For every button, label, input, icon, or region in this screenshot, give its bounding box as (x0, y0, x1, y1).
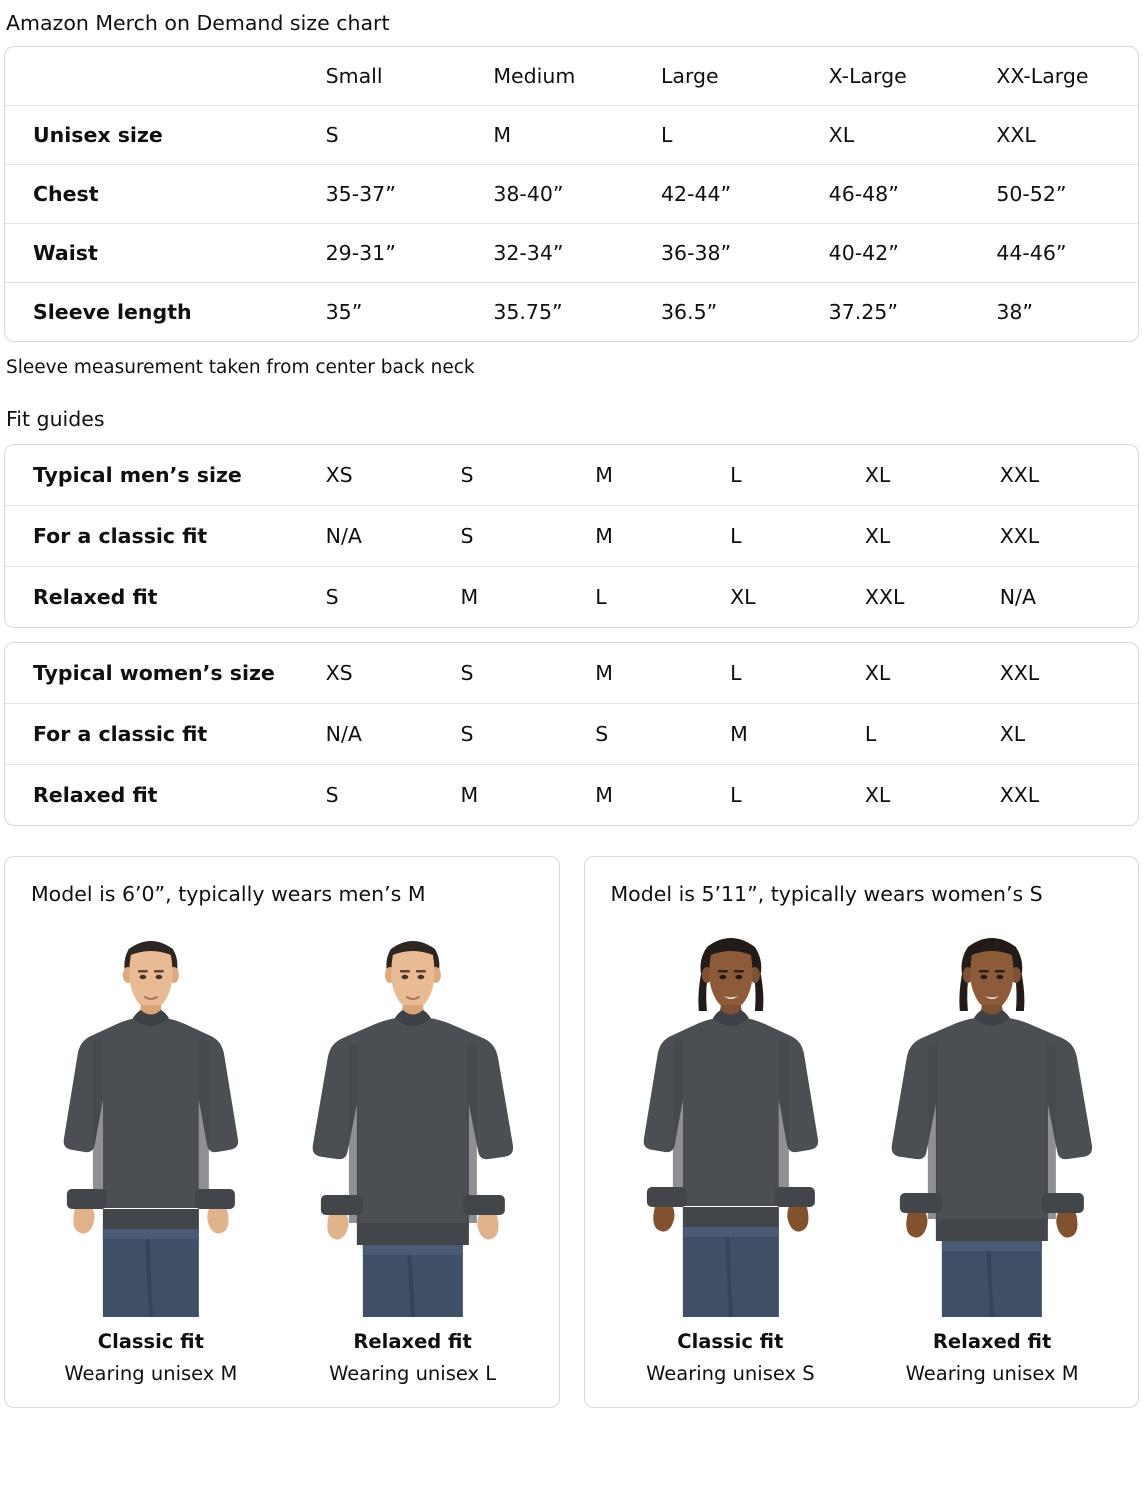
wearing-label: Wearing unisex M (905, 1362, 1079, 1385)
cell: S (325, 123, 339, 147)
size-chart-card (4, 46, 1139, 342)
man-classic-fit-photo (25, 917, 277, 1317)
cell: L (730, 765, 865, 826)
cell: S (460, 704, 595, 765)
table-row (5, 165, 1138, 224)
column-header-medium: Medium (493, 47, 661, 106)
cell: 35-37” (326, 165, 494, 224)
cell: 42-44” (661, 165, 829, 224)
mens-model-card (4, 856, 560, 1408)
fit-guides-label: Fit guides (6, 407, 105, 431)
cell: M (595, 463, 613, 487)
table-row (5, 567, 1138, 628)
cell: XL (828, 123, 855, 147)
table-row (5, 704, 1138, 765)
row-label-typical-womens-size: Typical women’s size (33, 661, 275, 685)
column-header-xlarge: X-Large (829, 47, 997, 106)
row-label-unisex-size: Unisex size (33, 123, 163, 147)
cell: S (326, 567, 461, 628)
cell: XXL (999, 661, 1040, 685)
cell: S (326, 765, 461, 826)
cell: S (460, 506, 595, 567)
cell: XL (865, 506, 1000, 567)
column-header-xxlarge: XX-Large (996, 47, 1138, 106)
man-relaxed-fit-photo (287, 917, 539, 1317)
table-row (5, 106, 1138, 165)
table-row (5, 506, 1138, 567)
row-label-chest: Chest (5, 165, 326, 224)
cell: XL (1000, 704, 1138, 765)
mens-fit-guide-body (5, 445, 1138, 627)
mens-model-pair (25, 917, 539, 1387)
cell: S (460, 463, 474, 487)
cell: XL (864, 463, 891, 487)
cell: XXL (1000, 506, 1138, 567)
cell: N/A (1000, 567, 1138, 628)
model-figure-relaxed (287, 917, 539, 1387)
spacer (4, 628, 1139, 642)
womens-model-caption: Model is 5’11”, typically wears women’s S (610, 882, 1043, 906)
model-figure-classic (25, 917, 277, 1387)
table-row (5, 445, 1138, 506)
cell: 38-40” (493, 165, 661, 224)
size-chart-header (5, 47, 1138, 106)
table-header-row (5, 47, 1138, 106)
table-row (5, 283, 1138, 342)
fit-label: Relaxed fit (932, 1330, 1052, 1353)
model-figure-relaxed (866, 917, 1118, 1387)
column-header-small: Small (326, 47, 494, 106)
row-label-typical-mens-size: Typical men’s size (33, 463, 242, 487)
cell: S (460, 661, 474, 685)
cell: L (730, 661, 742, 685)
cell: M (460, 567, 595, 628)
womens-model-pair (605, 917, 1119, 1387)
cell: L (730, 506, 865, 567)
womens-fit-guide-body (5, 643, 1138, 825)
row-label-mens-relaxed-fit: Relaxed fit (5, 567, 326, 628)
mens-fit-guide-table (5, 445, 1138, 627)
cell: 36-38” (661, 224, 829, 283)
fit-label: Classic fit (97, 1330, 204, 1353)
cell: N/A (326, 506, 461, 567)
model-photos-row (4, 856, 1139, 1408)
cell: 38” (996, 283, 1138, 342)
cell: 29-31” (326, 224, 494, 283)
fit-label: Classic fit (677, 1330, 784, 1353)
cell: 40-42” (829, 224, 997, 283)
cell: M (460, 765, 595, 826)
cell: 37.25” (829, 283, 997, 342)
wearing-label: Wearing unisex S (646, 1362, 815, 1385)
cell: XL (864, 661, 891, 685)
cell: XXL (999, 463, 1040, 487)
cell: M (730, 704, 865, 765)
womens-fit-guide-table (5, 643, 1138, 825)
cell: S (595, 704, 730, 765)
row-label-waist: Waist (5, 224, 326, 283)
mens-fit-guide-card (4, 444, 1139, 628)
cell: 35.75” (493, 283, 661, 342)
page-title: Amazon Merch on Demand size chart (6, 11, 390, 35)
cell: 36.5” (661, 283, 829, 342)
cell: 50-52” (996, 165, 1138, 224)
row-label-sleeve-length: Sleeve length (5, 283, 326, 342)
row-label-mens-classic-fit: For a classic fit (5, 506, 326, 567)
woman-relaxed-fit-photo (866, 917, 1118, 1317)
cell: XXL (996, 123, 1036, 147)
row-label-womens-relaxed-fit: Relaxed fit (5, 765, 326, 826)
wearing-label: Wearing unisex L (329, 1362, 497, 1385)
spacer (4, 826, 1139, 850)
womens-fit-guide-card (4, 642, 1139, 826)
mens-model-caption: Model is 6’0”, typically wears men’s M (31, 882, 426, 906)
cell: M (493, 123, 511, 147)
row-label-womens-classic-fit: For a classic fit (5, 704, 326, 765)
cell: L (730, 463, 742, 487)
cell: 46-48” (829, 165, 997, 224)
table-row (5, 765, 1138, 826)
cell: XL (730, 567, 865, 628)
size-chart-table (5, 47, 1138, 341)
cell: XS (325, 463, 353, 487)
cell: M (595, 661, 613, 685)
cell: XL (865, 765, 1000, 826)
column-header-blank (5, 47, 326, 106)
cell: 32-34” (493, 224, 661, 283)
cell: M (595, 506, 730, 567)
cell: N/A (326, 704, 461, 765)
fit-label: Relaxed fit (353, 1330, 472, 1353)
cell: XXL (1000, 765, 1138, 826)
woman-classic-fit-photo (605, 917, 857, 1317)
wearing-label: Wearing unisex M (64, 1362, 238, 1385)
cell: XXL (865, 567, 1000, 628)
table-row (5, 643, 1138, 704)
cell: L (865, 704, 1000, 765)
cell: M (595, 765, 730, 826)
cell: 35” (326, 283, 494, 342)
cell: L (595, 567, 730, 628)
sleeve-measurement-note: Sleeve measurement taken from center back neck (6, 357, 475, 378)
cell: 44-46” (996, 224, 1138, 283)
table-row (5, 224, 1138, 283)
column-header-large: Large (661, 47, 829, 106)
cell: XS (325, 661, 353, 685)
womens-model-card (584, 856, 1140, 1408)
model-figure-classic (605, 917, 857, 1387)
size-chart-body (5, 106, 1138, 342)
cell: L (660, 123, 673, 147)
